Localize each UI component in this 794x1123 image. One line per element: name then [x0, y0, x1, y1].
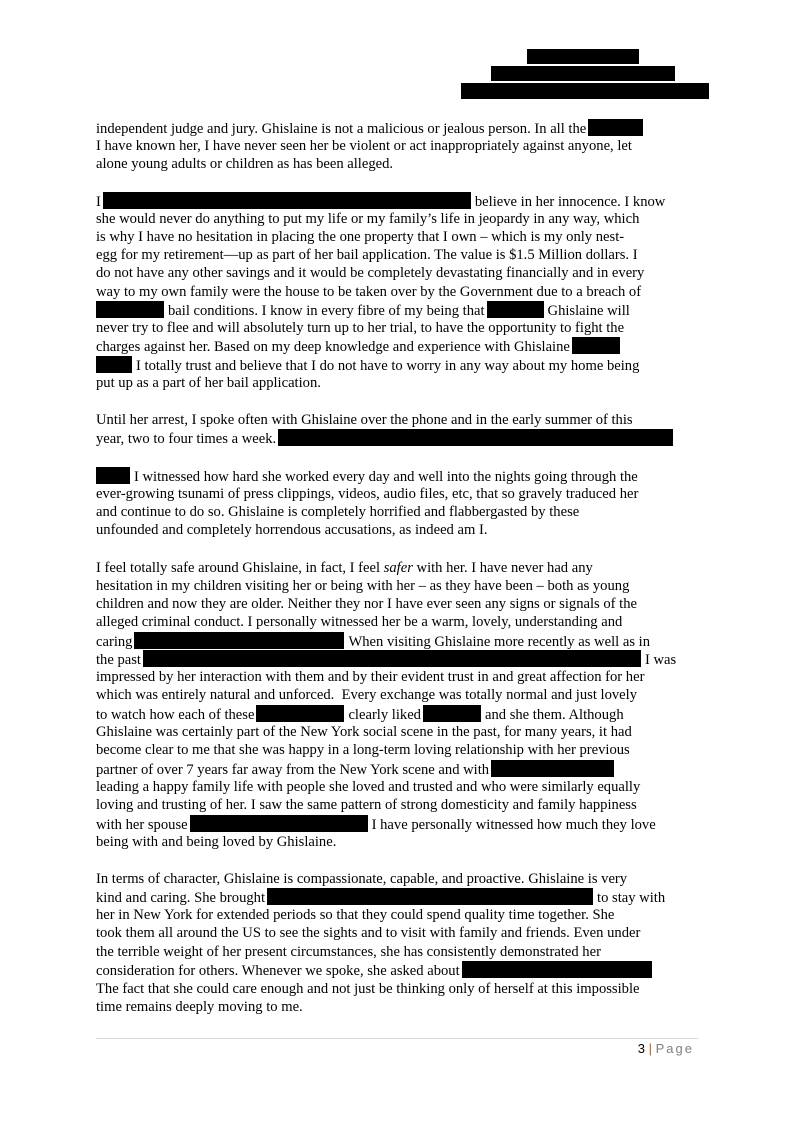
- redaction-block: [267, 888, 593, 905]
- text-line: [96, 686, 637, 704]
- text-line: [96, 650, 676, 669]
- text-line: [96, 796, 637, 814]
- redaction-block: [96, 301, 164, 318]
- text-segment: unfounded and completely horrendous accusations, as indeed am I.: [96, 522, 488, 538]
- redaction-block: [487, 301, 544, 318]
- footer-separator: |: [648, 1041, 652, 1056]
- text-line: [96, 210, 639, 228]
- text-segment: safer: [383, 560, 413, 576]
- text-line: [96, 559, 593, 577]
- text-line: [96, 924, 640, 942]
- text-segment: kind and caring. She brought: [96, 890, 266, 906]
- redaction-block: [134, 632, 344, 649]
- text-line: [96, 705, 624, 724]
- text-segment: become clear to me that she was happy in a long-term loving relationship with her previous: [96, 742, 630, 758]
- redaction-block: [278, 429, 673, 446]
- text-segment: way to my own family were the house to be taken over by the Government due to a breach of: [96, 284, 642, 300]
- text-line: [96, 119, 643, 138]
- text-segment: the past: [96, 652, 141, 668]
- text-segment: is why I have no hesitation in placing the one property that I own – which is my only nest-: [96, 229, 625, 245]
- redaction-block: [143, 650, 641, 667]
- text-line: [96, 283, 641, 301]
- text-segment: I have personally witnessed how much they love: [371, 817, 656, 833]
- text-line: [96, 503, 579, 521]
- text-line: [96, 998, 303, 1016]
- text-segment: year, two to four times a week.: [96, 431, 277, 447]
- text-segment: bail conditions. I know in every fibre of my being that: [168, 303, 485, 319]
- text-line: [96, 192, 665, 211]
- text-line: [96, 429, 673, 448]
- text-line: [96, 356, 639, 375]
- text-line: [96, 467, 638, 486]
- text-segment: which was entirely natural and unforced. Every exchange was totally normal and just lovely: [96, 687, 638, 703]
- text-line: [96, 888, 665, 907]
- text-line: [96, 264, 644, 282]
- redaction-block: [588, 119, 643, 136]
- text-line: [96, 228, 624, 246]
- redaction-block: [462, 961, 652, 978]
- text-segment: clearly liked: [348, 707, 421, 723]
- text-line: [96, 741, 630, 759]
- text-segment: I have known her, I have never seen her be violent or act inappropriately against anyone, let: [96, 138, 632, 154]
- text-segment: being with and being loved by Ghislaine.: [96, 834, 337, 850]
- text-segment: charges against her. Based on my deep knowledge and experience with Ghislaine: [96, 339, 570, 355]
- text-line: [96, 778, 640, 796]
- text-segment: put up as a part of her bail application.: [96, 375, 321, 391]
- text-segment: hesitation in my children visiting her or being with her – as they have been – both as young: [96, 578, 630, 594]
- text-segment: loving and trusting of her. I saw the same pattern of strong domesticity and family happiness: [96, 797, 637, 813]
- text-line: [96, 943, 601, 961]
- text-segment: and she them. Although: [484, 707, 624, 723]
- redacted-header-line-1: [527, 49, 639, 64]
- text-segment: egg for my retirement—up as part of her bail application. The value is $1.5 Million dollars. I: [96, 247, 638, 263]
- redaction-block: [256, 705, 344, 722]
- text-line: [96, 374, 321, 392]
- text-segment: I witnessed how hard she worked every day and well into the nights going through the: [134, 469, 638, 485]
- text-segment: In terms of character, Ghislaine is compassionate, capable, and proactive. Ghislaine is very: [96, 871, 628, 887]
- text-line: [96, 577, 629, 595]
- text-segment: took them all around the US to see the sights and to visit with family and friends. Even under: [96, 925, 641, 941]
- text-segment: Ghislaine was certainly part of the New York social scene in the past, for many years, it had: [96, 724, 632, 740]
- text-segment: caring: [96, 634, 133, 650]
- text-segment: partner of over 7 years far away from the New York scene and with: [96, 762, 490, 778]
- text-line: [96, 521, 487, 539]
- page-number: 3: [637, 1041, 645, 1056]
- page-footer: [638, 1041, 694, 1056]
- text-segment: I: [96, 194, 101, 210]
- text-segment: alone young adults or children as has been alleged.: [96, 156, 394, 172]
- text-segment: with her. I have never had any: [412, 560, 593, 576]
- text-segment: Ghislaine will: [547, 303, 630, 319]
- text-segment: alleged criminal conduct. I personally witnessed her be a warm, lovely, understanding and: [96, 614, 623, 630]
- text-line: [96, 411, 633, 429]
- text-segment: the terrible weight of her present circumstances, she has consistently demonstrated her: [96, 944, 601, 960]
- text-segment: I totally trust and believe that I do not have to worry in any way about my home being: [136, 358, 640, 374]
- text-line: [96, 595, 637, 613]
- text-line: [96, 319, 624, 337]
- redaction-block: [103, 192, 471, 209]
- text-line: [96, 815, 656, 834]
- text-line: [96, 760, 614, 779]
- text-segment: I feel totally safe around Ghislaine, in fact, I feel: [96, 560, 384, 576]
- text-segment: consideration for others. Whenever we spoke, she asked about: [96, 963, 460, 979]
- text-segment: impressed by her interaction with them and by their evident trust in and great affection for her: [96, 669, 645, 685]
- text-segment: Until her arrest, I spoke often with Ghislaine over the phone and in the early summer of this: [96, 412, 633, 428]
- text-segment: When visiting Ghislaine more recently as well as in: [348, 634, 650, 650]
- text-line: [96, 961, 652, 980]
- text-segment: leading a happy family life with people she loved and trusted and who were similarly equally: [96, 779, 641, 795]
- text-segment: never try to flee and will absolutely turn up to her trial, to have the opportunity to fight the: [96, 320, 625, 336]
- text-segment: believe in her innocence. I know: [474, 194, 666, 210]
- text-segment: and continue to do so. Ghislaine is completely horrified and flabbergasted by these: [96, 504, 580, 520]
- text-segment: she would never do anything to put my life or my family’s life in jeopardy in any way, which: [96, 211, 640, 227]
- text-line: [96, 337, 620, 356]
- redaction-block: [491, 760, 614, 777]
- redaction-block: [572, 337, 620, 354]
- text-line: [96, 723, 632, 741]
- text-segment: independent judge and jury. Ghislaine is not a malicious or jealous person. In all the: [96, 121, 587, 137]
- text-segment: to stay with: [597, 890, 666, 906]
- footer-divider: [96, 1038, 698, 1039]
- text-line: [96, 668, 644, 686]
- page-label: Page: [655, 1041, 694, 1056]
- text-line: [96, 485, 638, 503]
- text-line: [96, 980, 640, 998]
- text-line: [96, 246, 638, 264]
- text-line: [96, 301, 630, 320]
- text-line: [96, 613, 622, 631]
- text-segment: to watch how each of these: [96, 707, 255, 723]
- redacted-header-line-3: [461, 83, 709, 99]
- text-segment: time remains deeply moving to me.: [96, 999, 303, 1015]
- text-segment: her in New York for extended periods so that they could spend quality time together. She: [96, 907, 615, 923]
- text-line: [96, 906, 614, 924]
- text-segment: children and now they are older. Neither they nor I have ever seen any signs or signals of the: [96, 596, 638, 612]
- redacted-header-line-2: [491, 66, 675, 81]
- text-line: [96, 833, 336, 851]
- redaction-block: [96, 467, 130, 484]
- redaction-block: [96, 356, 132, 373]
- text-segment: do not have any other savings and it would be completely devastating financially and in every: [96, 265, 645, 281]
- text-segment: with her spouse: [96, 817, 188, 833]
- text-segment: ever-growing tsunami of press clippings, videos, audio files, etc, that so gravely traduced her: [96, 486, 639, 502]
- redaction-block: [190, 815, 368, 832]
- text-segment: The fact that she could care enough and not just be thinking only of herself at this impossible: [96, 981, 640, 997]
- text-line: [96, 632, 650, 651]
- text-line: [96, 155, 393, 173]
- text-segment: I was: [645, 652, 677, 668]
- redaction-block: [423, 705, 481, 722]
- text-line: [96, 870, 627, 888]
- text-line: [96, 137, 632, 155]
